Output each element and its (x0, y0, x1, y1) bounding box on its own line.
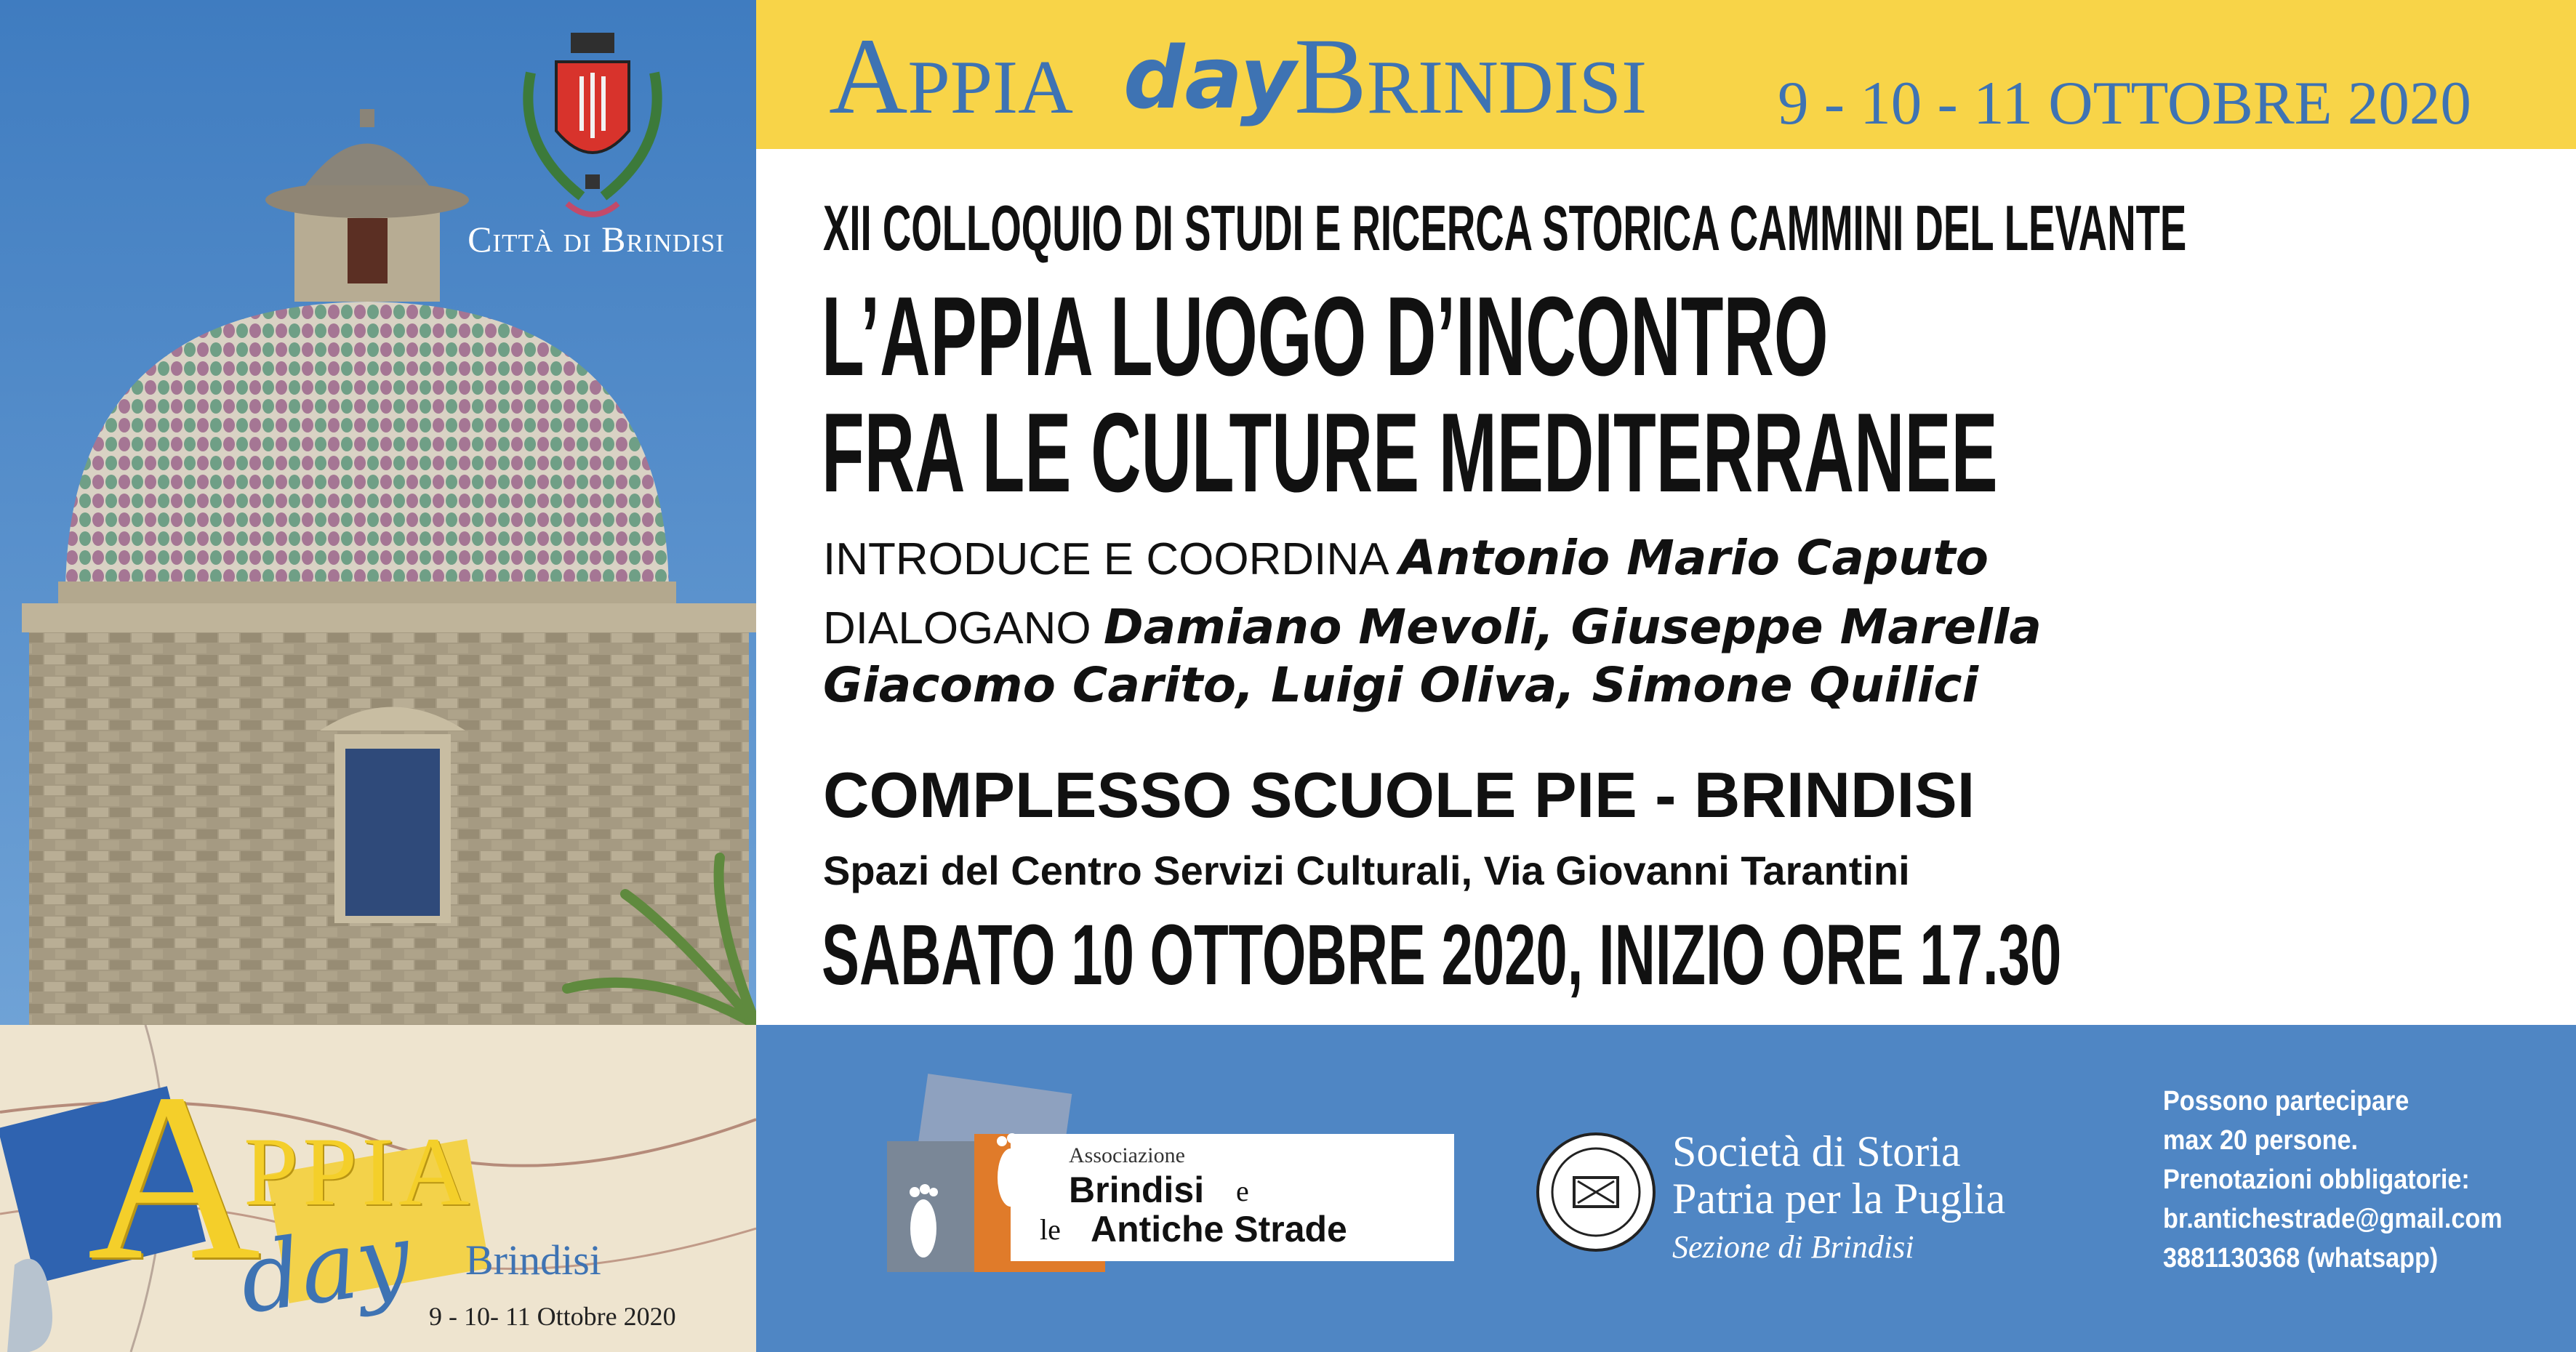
venue-detail: Spazi del Centro Servizi Culturali, Via Giovanni Tarantini (823, 848, 1910, 893)
info-line: Prenotazioni obbligatorie: (2163, 1164, 2470, 1195)
info-line: max 20 persone. (2163, 1125, 2359, 1156)
banner-appia: Appia (829, 16, 1073, 137)
introducer-row (823, 530, 1989, 586)
introducer-name: Antonio Mario Caputo (1399, 530, 1989, 586)
speakers-names-1: Damiano Mevoli, Giuseppe Marella (1103, 599, 2042, 655)
association-name-2: Antiche Strade (1091, 1209, 1347, 1250)
booking-phone[interactable]: 3881130368 (whatsapp) (2163, 1243, 2439, 1273)
society-section: Sezione di Brindisi (1672, 1229, 1914, 1265)
association-article: le (1040, 1213, 1061, 1246)
banner-brindisi: Brindisi (1294, 16, 1648, 137)
banner-dates: 9 - 10 - 11 OTTOBRE 2020 (1778, 69, 2471, 137)
appia-logo-word: PPIA (244, 1118, 474, 1226)
speakers-label: DIALOGANO (823, 603, 1091, 653)
city-crest-icon (502, 29, 683, 247)
event-title-line-1: L’APPIA LUOGO D’INCONTRO (822, 273, 1829, 399)
speakers-names-2: Giacomo Carito, Luigi Oliva, Simone Quilici (823, 657, 1979, 713)
society-name-2: Patria per la Puglia (1672, 1175, 2006, 1223)
event-title-line-2: FRA LE CULTURE MEDITERRANEE (822, 390, 1998, 515)
appia-logo-letter: A (87, 1045, 261, 1310)
association-conj: e (1236, 1175, 1249, 1207)
banner-day: day (1123, 28, 1296, 128)
association-label: Associazione (1069, 1143, 1185, 1167)
booking-email[interactable]: br.antichestrade@gmail.com (2163, 1204, 2503, 1234)
appia-logo-dates: 9 - 10- 11 Ottobre 2020 (429, 1302, 676, 1331)
venue-name: COMPLESSO SCUOLE PIE - BRINDISI (823, 759, 1975, 831)
society-seal-icon (1534, 1130, 1658, 1254)
event-subtitle: XII COLLOQUIO DI STUDI E RICERCA STORICA CAMMINI DEL LEVANTE (823, 192, 2187, 264)
introducer-label: INTRODUCE E COORDINA (823, 534, 1387, 584)
event-date-time: SABATO 10 OTTOBRE 2020, INIZIO ORE 17.30 (822, 907, 2062, 1003)
speakers-row (823, 599, 2042, 655)
speakers-row-2 (823, 657, 1979, 713)
society-name-1: Società di Storia (1672, 1127, 1961, 1175)
info-line: Possono partecipare (2163, 1086, 2410, 1116)
appia-logo-day: day (233, 1202, 417, 1335)
booking-info (2163, 1082, 2540, 1278)
city-name: Città di Brindisi (468, 219, 725, 259)
association-name-1: Brindisi (1069, 1170, 1205, 1210)
appia-logo-city: Brindisi (465, 1236, 601, 1284)
